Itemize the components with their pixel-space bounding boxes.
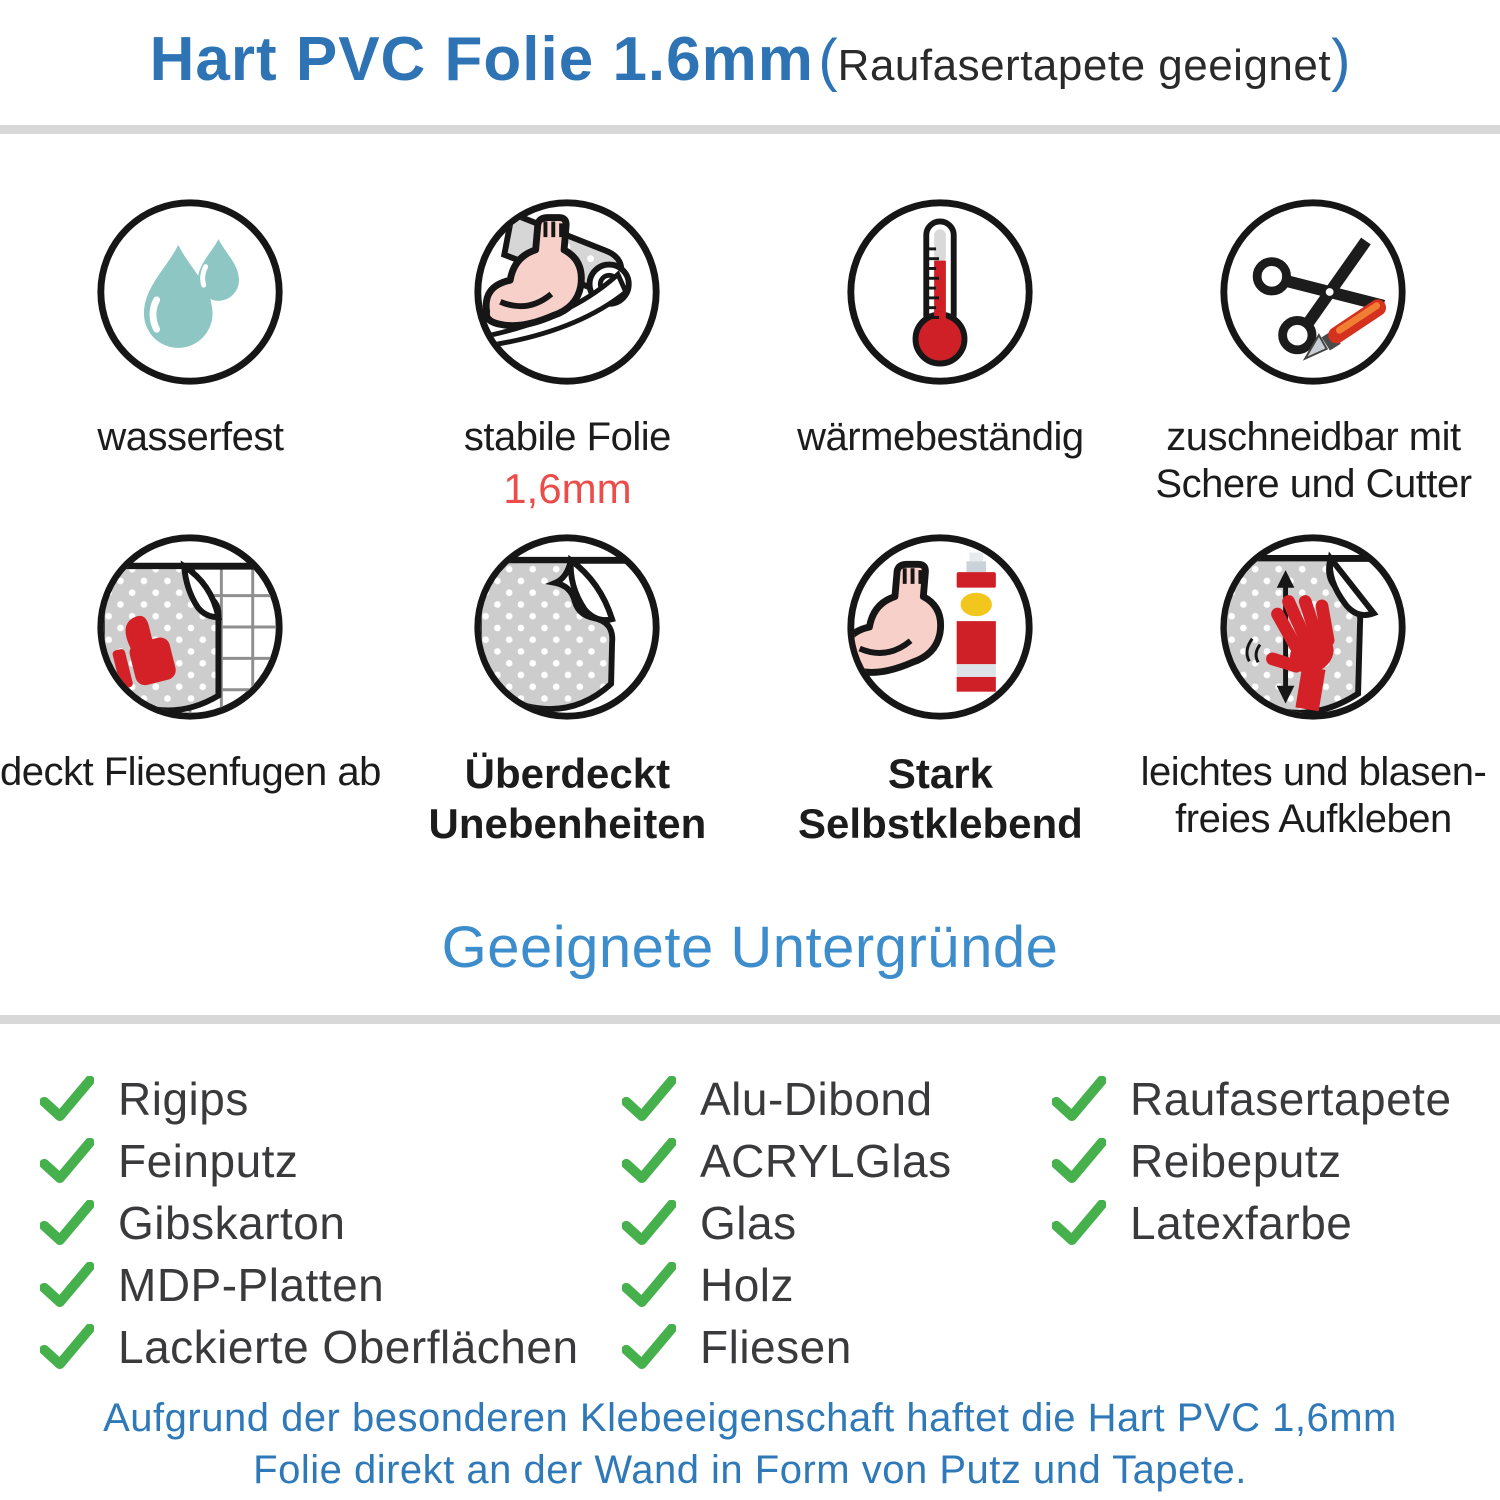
substrate-column-1 [40, 1068, 612, 1378]
substrate-label: Rigips [118, 1073, 249, 1126]
feature-label: deckt Fliesenfugen ab [0, 750, 381, 795]
checkmark-icon [40, 1262, 94, 1308]
checkmark-icon [40, 1324, 94, 1370]
note-paren-close: ) [1331, 28, 1351, 93]
substrate-item [40, 1130, 612, 1192]
header [0, 0, 1500, 95]
substrate-label: Glas [700, 1197, 797, 1250]
substrate-item [622, 1192, 1042, 1254]
substrate-label: Raufasertapete [1130, 1073, 1452, 1126]
feature-ueberdeckt [381, 529, 754, 848]
feature-label: Überdeckt Unebenheiten [428, 750, 707, 847]
substrate-item [40, 1192, 612, 1254]
substrate-label: Lackierte Oberflächen [118, 1321, 579, 1374]
substrate-label: Holz [700, 1259, 795, 1312]
foil-covering-icon [469, 529, 665, 725]
thumb-up-tiles-icon [92, 529, 288, 725]
checkmark-icon [40, 1138, 94, 1184]
feature-label: Stark Selbstklebend [798, 750, 1083, 847]
adhesion-note-line1: Aufgrund der besonderen Klebeeigenschaft haftet die Hart PVC 1,6mm [103, 1396, 1397, 1441]
checkmark-icon [622, 1324, 676, 1370]
feature-waermebestaendig [754, 194, 1127, 513]
checkmark-icon [40, 1200, 94, 1246]
substrate-item [40, 1254, 612, 1316]
checkmark-icon [622, 1138, 676, 1184]
strong-arm-foil-icon [469, 194, 665, 390]
checkmark-icon [1052, 1076, 1106, 1122]
substrate-item [1052, 1192, 1460, 1254]
feature-label: zuschneidbar mit Schere und Cutter [1155, 415, 1472, 507]
adhesion-note-line2: Folie direkt an der Wand in Form von Putz und Tapete. [253, 1448, 1247, 1493]
substrate-label: Gibskarton [118, 1197, 346, 1250]
feature-zuschneidbar [1127, 194, 1500, 513]
feature-selbstklebend [754, 529, 1127, 848]
thickness-value: 1,6mm [503, 465, 632, 513]
feature-stabile-folie [381, 194, 754, 513]
arm-glue-tube-icon [842, 529, 1038, 725]
feature-grid [0, 134, 1500, 848]
hand-smoothing-icon [1215, 529, 1411, 725]
substrate-label: Latexfarbe [1130, 1197, 1353, 1250]
feature-label: leichtes und blasen- freies Aufkleben [1140, 750, 1487, 842]
substrate-item [40, 1068, 612, 1130]
feature-aufkleben [1127, 529, 1500, 848]
feature-label: wärmebeständig [797, 415, 1084, 459]
section-divider [0, 1015, 1500, 1024]
substrate-item [622, 1068, 1042, 1130]
checkmark-icon [1052, 1138, 1106, 1184]
note-paren-open: ( [818, 28, 838, 93]
substrate-item [40, 1316, 612, 1378]
feature-label: wasserfest [97, 415, 284, 459]
checkmark-icon [622, 1076, 676, 1122]
substrate-item [622, 1254, 1042, 1316]
checkmark-icon [40, 1076, 94, 1122]
substrate-label: Fliesen [700, 1321, 852, 1374]
feature-fliesenfugen [0, 529, 381, 848]
feature-wasserfest [0, 194, 381, 513]
thermometer-icon [842, 194, 1038, 390]
checkmark-icon [1052, 1200, 1106, 1246]
checkmark-icon [622, 1262, 676, 1308]
substrate-label: Reibeputz [1130, 1135, 1342, 1188]
water-drops-icon [92, 194, 288, 390]
substrate-checklist [40, 1068, 1460, 1378]
adhesion-note [0, 1392, 1500, 1496]
substrate-item [622, 1316, 1042, 1378]
substrate-label: Alu-Dibond [700, 1073, 933, 1126]
substrate-item [1052, 1130, 1460, 1192]
header-note: Raufasertapete geeignet [837, 41, 1332, 90]
section-title-untergruende: Geeignete Untergründe [441, 915, 1059, 981]
substrate-label: MDP-Platten [118, 1259, 385, 1312]
feature-label: stabile Folie [463, 415, 671, 459]
checkmark-icon [622, 1200, 676, 1246]
page-title: Hart PVC Folie 1.6mm [149, 25, 814, 94]
substrate-label: ACRYLGlas [700, 1135, 952, 1188]
substrate-column-2 [622, 1068, 1042, 1378]
substrate-item [622, 1130, 1042, 1192]
top-divider [0, 125, 1500, 134]
substrate-label: Feinputz [118, 1135, 299, 1188]
scissors-cutter-icon [1215, 194, 1411, 390]
substrate-column-3 [1052, 1068, 1460, 1378]
substrate-item [1052, 1068, 1460, 1130]
